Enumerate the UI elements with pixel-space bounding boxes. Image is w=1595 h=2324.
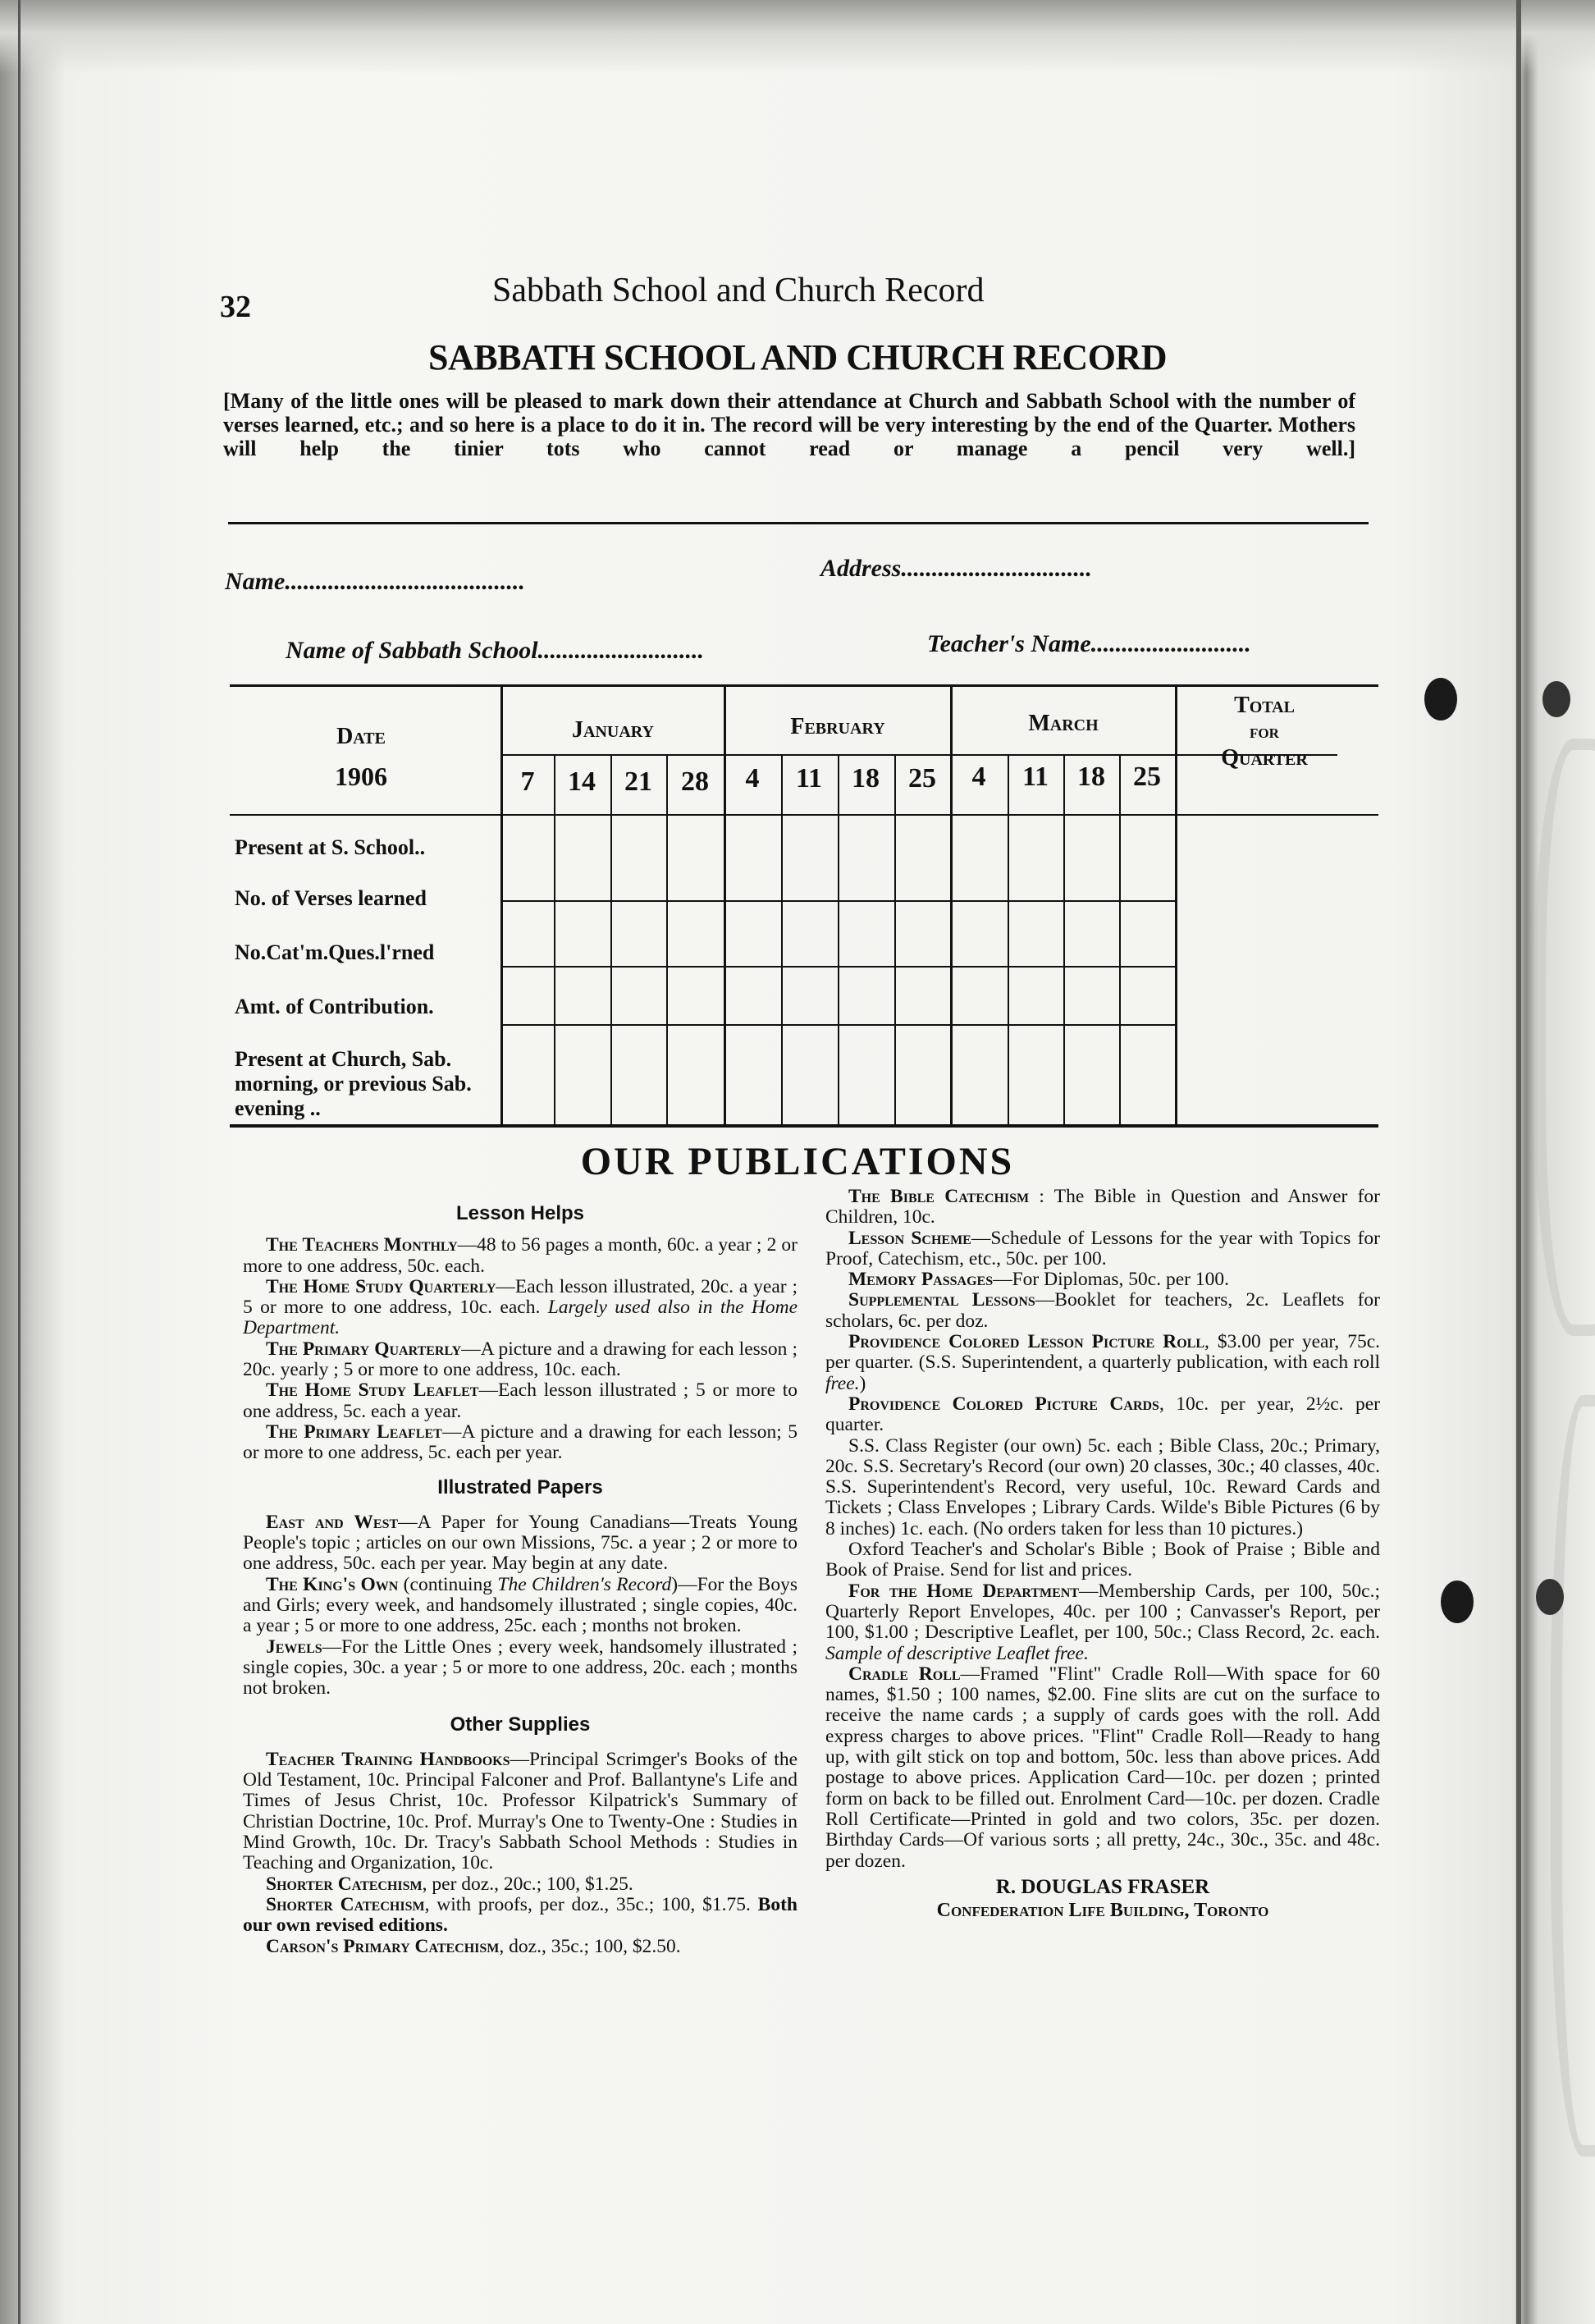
school-label: Name of Sabbath School bbox=[286, 637, 538, 664]
pub-entry: The King's Own (continuing The Children's Record)—For the Boys and Girls; every week, and handsomely illustrated ; single copies, 40c. a year ; 5 or more to one address, 25c. each ; months not broken. bbox=[243, 1573, 798, 1637]
day-mar-1: 4 bbox=[971, 762, 986, 792]
pub-entry: East and West—A Paper for Young Canadians—Treats Young People's topic ; articles on our own Missions, 75c. a year ; 2 or more to one address, 50c. each per year. May begin at any date. bbox=[243, 1511, 798, 1575]
total-header-line-2: for bbox=[1250, 721, 1279, 743]
day-jan-4: 28 bbox=[681, 766, 709, 797]
intro-note: [Many of the little ones will be pleased to mark down their attendance at Church and Sabbath School with the number of verses learned, etc.; and so here is a place to do it in. The record will be very interesting by the end of the Quarter. Mothers will help the tinier tots who cannot read or manage a pencil very well.] bbox=[223, 389, 1355, 460]
day-jan-1: 7 bbox=[520, 766, 535, 797]
pub-entry: Cradle Roll—Framed "Flint" Cradle Roll—With space for 60 names, $1.50 ; 100 names, $2.00. Fine slits are cut on the surface to receive the name cards ; a supply of cards goes with the roll. Add express charges to above prices. "Flint" Cradle Roll—Ready to hang up, with gilt stick on top and bottom, 50c. less than above prices. Add postage to above prices. Application Card—10c. per dozen ; printed form on back to be filled out. Enrolment Card—10c. per dozen. Cradle Roll Certificate—Printed in gold and two colors, 35c. per dozen. Birthday Cards—Of various sorts ; all pretty, 24c., 30c., 35c. and 48c. per dozen. bbox=[825, 1663, 1380, 1872]
page-top-shadow bbox=[0, 0, 1595, 74]
name-label: Name bbox=[225, 568, 286, 595]
teacher-dots: .......................... bbox=[1090, 630, 1251, 657]
publications-left-column bbox=[243, 1198, 798, 1957]
row-label-school: Present at S. School.. bbox=[235, 835, 426, 859]
punch-hole-bottom bbox=[1441, 1581, 1474, 1623]
pub-entry: Carson's Primary Catechism, doz., 35c.; 100, $2.50. bbox=[266, 1935, 681, 1957]
publisher-address: Confederation Life Building, Toronto bbox=[936, 1900, 1269, 1922]
pub-entry: The Primary Leaflet—A picture and a drawing for each lesson; 5 or more to one address, 5c. each per year. bbox=[243, 1420, 798, 1464]
section-heading: Other Supplies bbox=[450, 1713, 591, 1736]
page-number: 32 bbox=[220, 290, 251, 324]
day-mar-4: 25 bbox=[1133, 762, 1161, 792]
col-line bbox=[950, 684, 953, 1124]
section-heading: Lesson Helps bbox=[455, 1202, 585, 1224]
teacher-field bbox=[927, 630, 1251, 658]
year-header: 1906 bbox=[335, 762, 387, 791]
running-head: Sabbath School and Church Record bbox=[492, 272, 985, 309]
pub-entry: The Home Study Leaflet—Each lesson illustrated ; 5 or more to one address, 5c. each a year. bbox=[243, 1379, 798, 1422]
day-feb-3: 18 bbox=[852, 763, 880, 794]
day-jan-3: 21 bbox=[624, 766, 652, 797]
name-field bbox=[225, 568, 525, 596]
total-header bbox=[1177, 693, 1352, 771]
row-line bbox=[502, 900, 1175, 902]
address-dots: ............................... bbox=[901, 555, 1092, 582]
pub-entry: Shorter Catechism, per doz., 20c.; 100, $1.25. bbox=[266, 1873, 633, 1895]
pub-entry: The Primary Quarterly—A picture and a drawing for each lesson ; 20c. yearly ; 5 or more to one address, 10c. each. bbox=[243, 1338, 798, 1381]
col-line bbox=[1119, 754, 1121, 1124]
row-label-verses: No. of Verses learned bbox=[235, 886, 427, 910]
pub-entry: The Bible Catechism : The Bible in Question and Answer for Children, 10c. bbox=[825, 1186, 1380, 1228]
row-line bbox=[502, 1024, 1175, 1026]
pub-entry: Memory Passages—For Diplomas, 50c. per 100. bbox=[848, 1269, 1229, 1291]
row-label-catechism: No.Cat'm.Ques.l'rned bbox=[235, 940, 435, 964]
address-label: Address bbox=[820, 555, 902, 582]
pub-entry: The Home Study Quarterly—Each lesson illustrated, 20c. a year ; 5 or more to one address, 10c. each. Largely used also in the Home Department. bbox=[243, 1275, 798, 1339]
col-line bbox=[1008, 754, 1009, 1124]
col-line bbox=[781, 754, 783, 1124]
section-heading: Illustrated Papers bbox=[437, 1475, 603, 1498]
table-top-rule bbox=[230, 684, 1378, 687]
pub-entry: Lesson Scheme—Schedule of Lessons for the year with Topics for Proof, Catechism, etc., 50c. per 100. bbox=[825, 1227, 1380, 1270]
day-jan-2: 14 bbox=[568, 766, 596, 797]
bleed-through-shape bbox=[1534, 739, 1595, 1336]
col-line bbox=[666, 754, 668, 1124]
col-line bbox=[894, 754, 896, 1124]
table-header-rule bbox=[230, 814, 1378, 816]
col-line bbox=[500, 684, 503, 1124]
col-line bbox=[724, 684, 726, 1124]
month-header-february: February bbox=[790, 714, 885, 739]
form-top-rule bbox=[228, 522, 1369, 524]
total-header-line-1: Total bbox=[1234, 693, 1295, 718]
name-dots: ....................................... bbox=[285, 568, 525, 595]
teacher-label: Teacher's Name bbox=[927, 630, 1091, 657]
row-label-contribution: Amt. of Contribution. bbox=[235, 995, 434, 1018]
publisher-name: R. DOUGLAS FRASER bbox=[995, 1875, 1210, 1898]
publications-title: OUR PUBLICATIONS bbox=[580, 1140, 1015, 1183]
pub-entry: The Teachers Monthly—48 to 56 pages a month, 60c. a year ; 2 or more to one address, 50c. each. bbox=[243, 1234, 798, 1277]
school-dots: ........................... bbox=[537, 637, 705, 664]
publications-right-column bbox=[825, 1187, 1380, 1921]
punch-hole-top-verso bbox=[1542, 681, 1570, 717]
pub-entry: Shorter Catechism, with proofs, per doz., 35c.; 100, $1.75. Both our own revised editions. bbox=[243, 1893, 798, 1937]
total-header-line-3: Quarter bbox=[1221, 745, 1308, 771]
punch-hole-top bbox=[1424, 678, 1457, 721]
pub-entry: Teacher Training Handbooks—Principal Scrimger's Books of the Old Testament, 10c. Principal Falconer and Prof. Ballantyne's Life and Times of Jesus Christ, 10c. Professor Kilpatrick's Summary of Christian Doctrine, 10c. Prof. Murray's One to Twenty-One : Studies in Mind Growth, 10c. Dr. Tracy's Sabbath School Methods : Studies in Teaching and Organization, 10c. bbox=[243, 1748, 798, 1874]
table-bottom-rule bbox=[230, 1124, 1378, 1128]
col-line bbox=[610, 754, 612, 1124]
day-mar-3: 18 bbox=[1077, 762, 1105, 792]
pub-entry: Supplemental Lessons—Booklet for teachers, 2c. Leaflets for scholars, 6c. per doz. bbox=[825, 1289, 1380, 1332]
row-line bbox=[502, 966, 1175, 968]
day-feb-4: 25 bbox=[908, 763, 936, 794]
day-feb-2: 11 bbox=[795, 763, 823, 794]
pub-entry: Jewels—For the Little Ones ; every week, handsomely illustrated ; single copies, 30c. a year ; 5 or more to one address, 20c. each ; months not broken. bbox=[243, 1635, 798, 1700]
pub-entry: S.S. Class Register (our own) 5c. each ; Bible Class, 20c.; Primary, 20c. S.S. Secretary's Record (our own) 20 classes, 30c.; 40 classes, 40c. S.S. Superintendent's Record, very useful, 10c. Reward Cards and Tickets ; Class Envelopes ; Library Cards. Wilde's Bible Pictures (6 by 8 inches) 1c. each. (No orders taken for less than 10 pictures.) bbox=[825, 1434, 1380, 1539]
col-line bbox=[1063, 754, 1065, 1124]
school-field bbox=[286, 637, 704, 665]
col-line bbox=[554, 754, 555, 1124]
bleed-through-shape bbox=[1551, 1395, 1595, 2157]
form-title: SABBATH SCHOOL AND CHURCH RECORD bbox=[428, 337, 1167, 377]
pub-entry: Oxford Teacher's and Scholar's Bible ; Book of Praise ; Bible and Book of Praise. Send for list and prices. bbox=[825, 1539, 1380, 1581]
day-mar-2: 11 bbox=[1021, 762, 1049, 792]
col-line bbox=[838, 754, 839, 1124]
punch-hole-bottom-verso bbox=[1536, 1579, 1564, 1615]
month-header-january: January bbox=[572, 717, 654, 743]
pub-entry: Providence Colored Lesson Picture Roll, $3.00 per year, 75c. per quarter. (S.S. Superintendent, a quarterly publication, with each roll free.) bbox=[825, 1331, 1381, 1394]
pub-entry: Providence Colored Picture Cards, 10c. per year, 2½c. per quarter. bbox=[825, 1393, 1380, 1436]
row-label-church: Present at Church, Sab. morning, or previous Sab. evening .. bbox=[235, 1047, 472, 1120]
address-field bbox=[820, 555, 1092, 583]
month-header-march: March bbox=[1028, 711, 1099, 736]
pub-entry: For the Home Department—Membership Cards, per 100, 50c.; Quarterly Report Envelopes, 40c. per 100 ; Canvasser's Report, per 100, $1.00 ; Descriptive Leaflet, per 100, 50c.; Class Record, 2c. each. Sample of descriptive Leaflet free. bbox=[825, 1580, 1380, 1664]
date-header: Date bbox=[336, 724, 386, 749]
day-feb-1: 4 bbox=[745, 763, 760, 794]
